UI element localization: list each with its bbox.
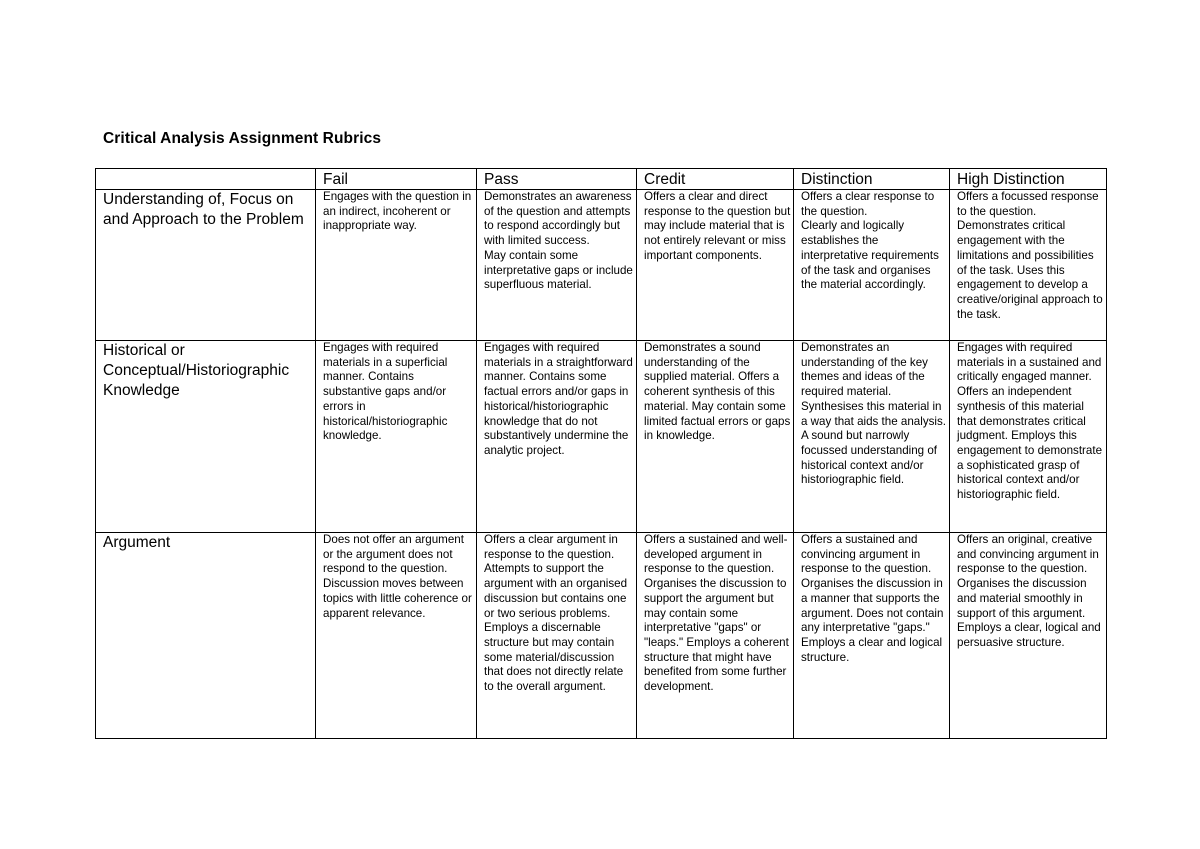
cell-pass: Demonstrates an awareness of the question and attempts to respond accordingly but with limited success. May contain some interpretative gaps or include superfluous material. xyxy=(477,190,637,341)
document-title: Critical Analysis Assignment Rubrics xyxy=(103,130,382,147)
header-cell-distinction: Distinction xyxy=(794,169,950,190)
cell-distinction: Demonstrates an understanding of the key themes and ideas of the required material. Synthesises this material in a way that aids the analysis. A sound but narrowly focussed understanding of historical context and/or historiographic field. xyxy=(794,341,950,533)
cell-distinction: Offers a clear response to the question. Clearly and logically establishes the interpretative requirements of the task and organises the material accordingly. xyxy=(794,190,950,341)
table-row xyxy=(96,341,1107,533)
cell-distinction: Offers a sustained and convincing argument in response to the question. Organises the discussion in a manner that supports the argument. Does not contain any interpretative "gaps." Employs a clear and logical structure. xyxy=(794,533,950,739)
cell-fail: Does not offer an argument or the argument does not respond to the question. Discussion moves between topics with little coherence or apparent relevance. xyxy=(316,533,477,739)
header-cell-criterion xyxy=(96,169,316,190)
header-cell-fail: Fail xyxy=(316,169,477,190)
cell-pass: Engages with required materials in a straightforward manner. Contains some factual errors and/or gaps in historical/historiographic knowledge that do not substantively undermine the analytic project. xyxy=(477,341,637,533)
cell-credit: Offers a clear and direct response to the question but may include material that is not entirely relevant or miss important components. xyxy=(637,190,794,341)
cell-high-distinction: Offers a focussed response to the question. Demonstrates critical engagement with the limitations and possibilities of the task. Uses this engagement to develop a creative/original approach to the task. xyxy=(950,190,1107,341)
cell-credit: Offers a sustained and well-developed argument in response to the question. Organises the discussion to support the argument but may contain some interpretative "gaps" or "leaps." Employs a coherent structure that might have benefited from some further development. xyxy=(637,533,794,739)
cell-pass: Offers a clear argument in response to the question. Attempts to support the argument with an organised discussion but contains one or two serious problems. Employs a discernable structure but may contain some material/discussion that does not directly relate to the overall argument. xyxy=(477,533,637,739)
table-row xyxy=(96,190,1107,341)
header-cell-high-distinction: High Distinction xyxy=(950,169,1107,190)
rubric-body xyxy=(96,190,1107,739)
criterion-understanding: Understanding of, Focus on and Approach to the Problem xyxy=(96,190,316,341)
table-row xyxy=(96,533,1107,739)
rubric-table xyxy=(95,168,1107,739)
criterion-knowledge: Historical or Conceptual/Historiographic Knowledge xyxy=(96,341,316,533)
header-cell-pass: Pass xyxy=(477,169,637,190)
cell-high-distinction: Offers an original, creative and convincing argument in response to the question. Organises the discussion and material smoothly in support of this argument. Employs a clear, logical and persuasive structure. xyxy=(950,533,1107,739)
cell-fail: Engages with the question in an indirect, incoherent or inappropriate way. xyxy=(316,190,477,341)
criterion-argument: Argument xyxy=(96,533,316,739)
cell-fail: Engages with required materials in a superficial manner. Contains substantive gaps and/or errors in historical/historiographic knowledge. xyxy=(316,341,477,533)
cell-high-distinction: Engages with required materials in a sustained and critically engaged manner. Offers an independent synthesis of this material that demonstrates critical judgment. Employs this engagement to demonstrate a sophisticated grasp of historical context and/or historiographic field. xyxy=(950,341,1107,533)
header-row xyxy=(96,169,1107,190)
header-cell-credit: Credit xyxy=(637,169,794,190)
rubric-header xyxy=(96,169,1107,190)
cell-credit: Demonstrates a sound understanding of the supplied material. Offers a coherent synthesis of this material. May contain some limited factual errors or gaps in knowledge. xyxy=(637,341,794,533)
